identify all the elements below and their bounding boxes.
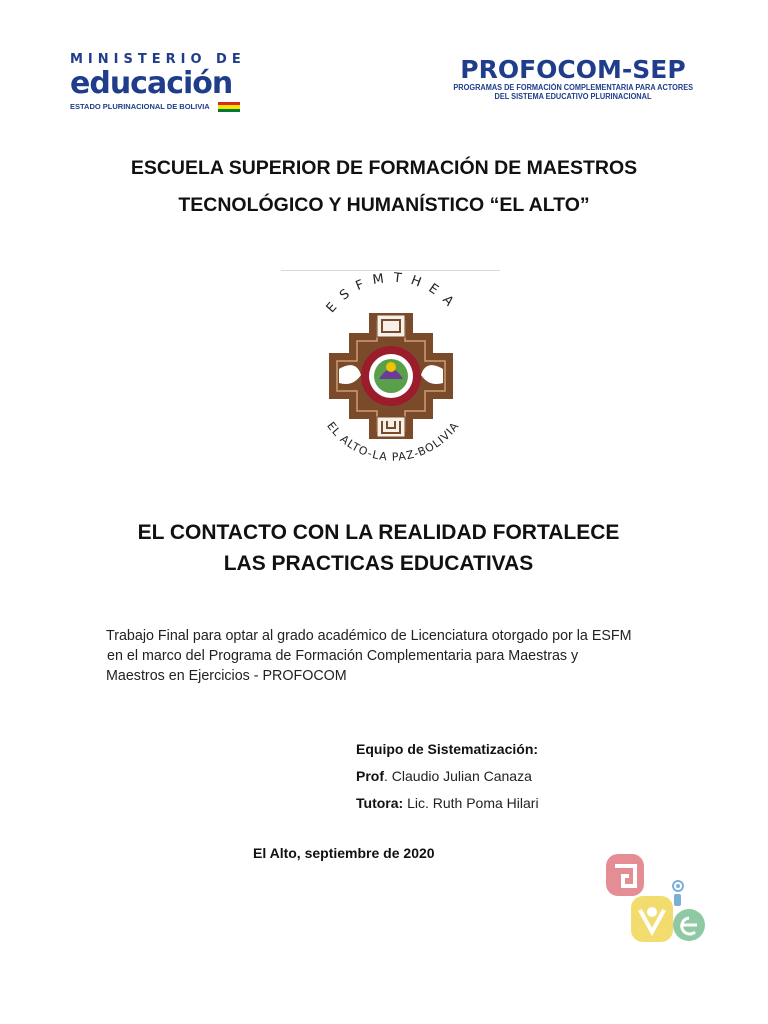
professor-label: Prof [356, 768, 384, 784]
team-heading: Equipo de Sistematización: [356, 741, 539, 757]
profocom-sep-logo [443, 57, 703, 111]
profocom-title: PROFOCOM-SEP [460, 55, 686, 84]
description-line2: en el marco del Programa de Formación Complementaria para Maestras y [107, 648, 579, 664]
professor-row [356, 768, 532, 784]
tutor-label: Tutora: [356, 795, 404, 811]
description-line3: Maestros en Ejercicios - PROFOCOM [106, 668, 347, 684]
profocom-subtitle-1: PROGRAMAS DE FORMACIÓN COMPLEMENTARIA PARA ACTORES [453, 83, 694, 92]
description-line1: Trabajo Final para optar al grado académico de Licenciatura otorgado por la ESFM [106, 628, 632, 644]
educacion-corner-logo [603, 852, 709, 946]
ministerio-line1: MINISTERIO DE [70, 52, 246, 67]
place-date: El Alto, septiembre de 2020 [253, 845, 435, 861]
ministerio-educacion-logo [70, 52, 270, 116]
school-name-line1: ESCUELA SUPERIOR DE FORMACIÓN DE MAESTROS [130, 157, 638, 179]
ministerio-line2: educación [70, 66, 233, 101]
ministerio-line3 [70, 102, 270, 112]
bolivia-flag-icon [218, 102, 240, 112]
ministerio-state-text: ESTADO PLURINACIONAL DE BOLIVIA [70, 102, 210, 111]
tutor-row [356, 795, 539, 811]
description-paragraph [106, 626, 686, 686]
esfmthea-emblem [281, 270, 500, 477]
professor-name: . Claudio Julian Canaza [384, 768, 532, 784]
emblem-bottom-text: EL ALTO-LA PAZ-BOLIVIA [324, 419, 462, 464]
profocom-subtitle-2: DEL SISTEMA EDUCATIVO PLURINACIONAL [494, 92, 652, 101]
tutor-name: Lic. Ruth Poma Hilari [403, 795, 539, 811]
work-title-line2: LAS PRACTICAS EDUCATIVAS [223, 552, 534, 575]
educacion-symbol-icon [603, 852, 709, 946]
school-name-line2: TECNOLÓGICO Y HUMANÍSTICO “EL ALTO” [178, 194, 590, 216]
svg-text:ESFMTHEA [324, 271, 463, 316]
esfmthea-emblem-icon [281, 271, 500, 477]
emblem-top-text: ESFMTHEA [323, 271, 463, 316]
work-title-line1: EL CONTACTO CON LA REALIDAD FORTALECE [137, 521, 620, 544]
